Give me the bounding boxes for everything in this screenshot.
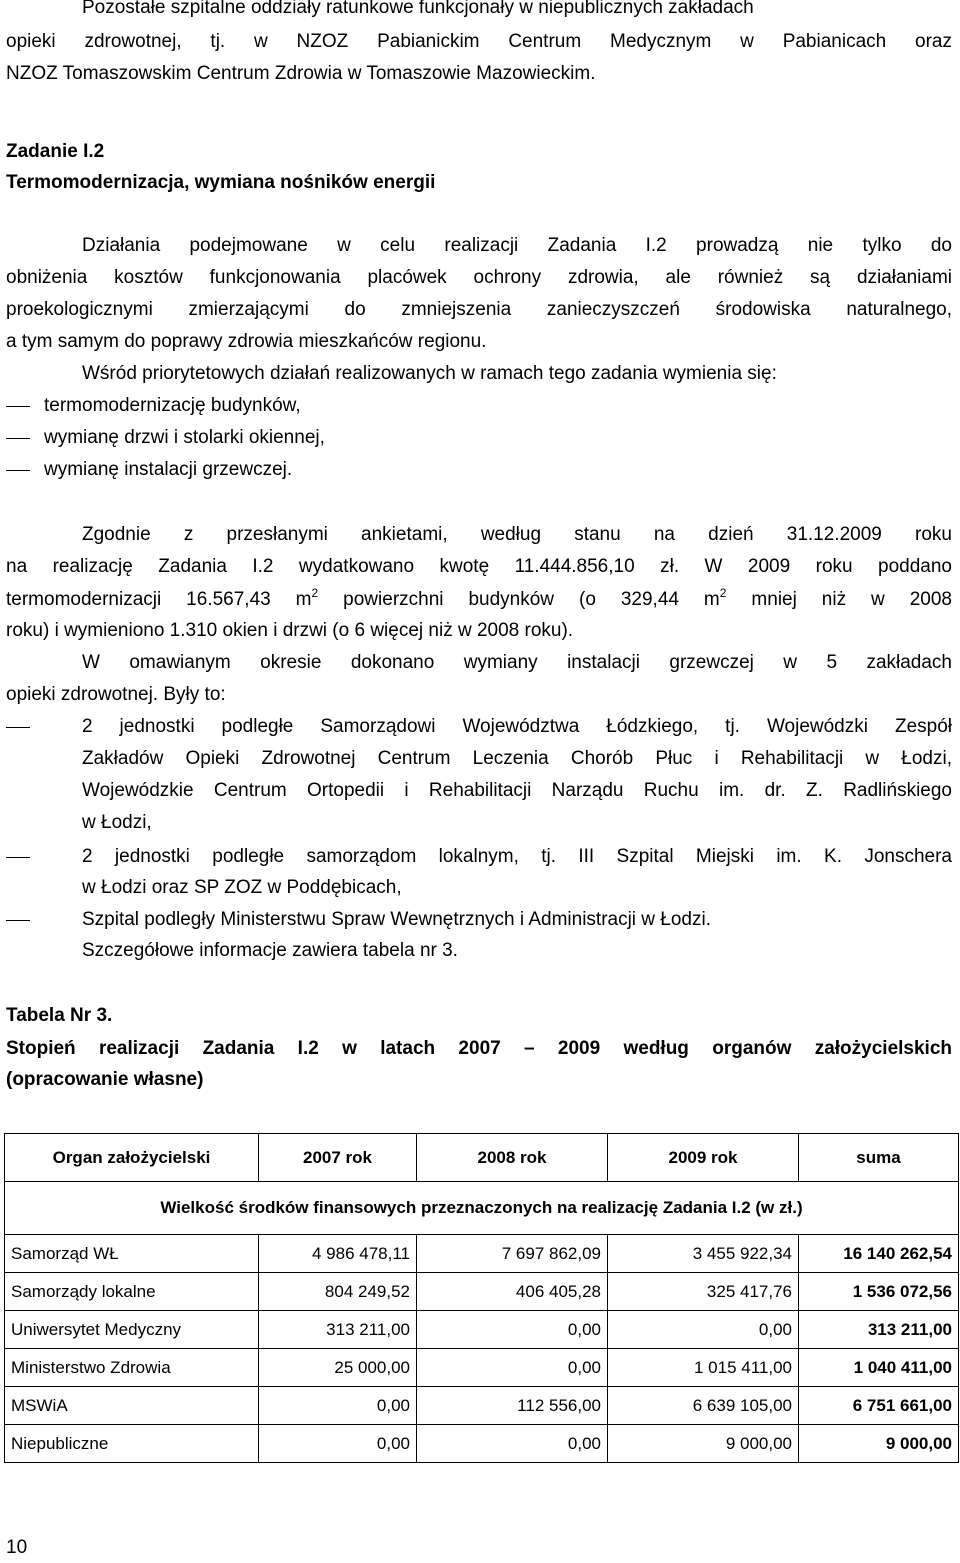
para1-line-4: a tym samym do poprawy zdrowia mieszkańców regionu. — [6, 331, 487, 352]
table-cell: 3 455 922,34 — [608, 1235, 799, 1273]
list-dash — [6, 438, 30, 439]
para3-line-4: roku) i wymieniono 1.310 okien i drzwi (o 6 więcej niż w 2008 roku). — [6, 620, 574, 641]
para4-item2-line-1: 2 jednostki podległe samorządom lokalnym, tj. III Szpital Miejski im. K. Jonschera — [82, 846, 952, 867]
table-cell: 4 986 478,11 — [259, 1235, 417, 1273]
table-subheader-row — [5, 1182, 959, 1235]
table-cell: 0,00 — [417, 1425, 608, 1463]
list-dash — [6, 406, 30, 407]
table-cell: 0,00 — [417, 1311, 608, 1349]
column-header: suma — [799, 1134, 959, 1182]
table-cell: Samorząd WŁ — [5, 1235, 259, 1273]
table-cell: 406 405,28 — [417, 1273, 608, 1311]
table-cell: 804 249,52 — [259, 1273, 417, 1311]
section-heading-title: Termomodernizacja, wymiana nośników energii — [6, 172, 436, 193]
table-row — [5, 1273, 959, 1311]
para1-line-3: proekologicznymi zmierzającymi do zmniejszenia zanieczyszczeń środowiska naturalnego, — [6, 299, 952, 320]
section-heading-task: Zadanie I.2 — [6, 141, 105, 162]
para1-line-1: Działania podejmowane w celu realizacji Zadania I.2 prowadzą nie tylko do — [82, 235, 952, 256]
table-cell-sum: 9 000,00 — [799, 1425, 959, 1463]
para1-line-2: obniżenia kosztów funkcjonowania placówek ochrony zdrowia, ale również są działaniami — [6, 267, 952, 288]
table-cell: 0,00 — [417, 1349, 608, 1387]
table-cell: 313 211,00 — [259, 1311, 417, 1349]
table-cell-sum: 1 040 411,00 — [799, 1349, 959, 1387]
table-caption-label: Tabela Nr 3. — [6, 1005, 113, 1026]
table-row — [5, 1387, 959, 1425]
column-header: 2008 rok — [417, 1134, 608, 1182]
table-cell-sum: 1 536 072,56 — [799, 1273, 959, 1311]
column-header: 2009 rok — [608, 1134, 799, 1182]
table-cell: 1 015 411,00 — [608, 1349, 799, 1387]
para3-line-2: na realizację Zadania I.2 wydatkowano kwotę 11.444.856,10 zł. W 2009 roku poddano — [6, 556, 952, 577]
table-cell-sum: 313 211,00 — [799, 1311, 959, 1349]
para4-line-2: opieki zdrowotnej. Były to: — [6, 684, 226, 705]
superscript-2: 2 — [719, 586, 727, 600]
intro-line-3: NZOZ Tomaszowskim Centrum Zdrowia w Tomaszowie Mazowieckim. — [6, 63, 596, 84]
column-header: 2007 rok — [259, 1134, 417, 1182]
list-dash — [6, 470, 30, 471]
table-subheader: Wielkość środków finansowych przeznaczonych na realizację Zadania I.2 (w zł.) — [5, 1182, 959, 1235]
para4-item1-line-4: w Łodzi, — [82, 812, 152, 833]
list-dash — [6, 857, 30, 858]
table-caption-source: (opracowanie własne) — [6, 1069, 204, 1090]
para4-line-1: W omawianym okresie dokonano wymiany instalacji grzewczej w 5 zakładach — [82, 652, 952, 673]
table-cell: MSWiA — [5, 1387, 259, 1425]
table-cell: 9 000,00 — [608, 1425, 799, 1463]
list-item: wymianę drzwi i stolarki okiennej, — [44, 427, 325, 448]
para3-line-1: Zgodnie z przesłanymi ankietami, według stanu na dzień 31.12.2009 roku — [82, 524, 952, 545]
list-item: termomodernizację budynków, — [44, 395, 301, 416]
intro-line-1: Pozostałe szpitalne oddziały ratunkowe funkcjonały w niepublicznych zakładach — [82, 0, 754, 18]
para4-item1-line-3: Wojewódzkie Centrum Ortopedii i Rehabilitacji Narządu Ruchu im. dr. Z. Radlińskiego — [82, 780, 952, 801]
table-row — [5, 1235, 959, 1273]
para4-item3: Szpital podległy Ministerstwu Spraw Wewnętrznych i Administracji w Łodzi. — [82, 909, 712, 930]
table-cell: Ministerstwo Zdrowia — [5, 1349, 259, 1387]
table-cell: Samorządy lokalne — [5, 1273, 259, 1311]
table-cell: Niepubliczne — [5, 1425, 259, 1463]
para3-line-3a: termomodernizacji 16.567,43 m — [6, 589, 312, 610]
superscript-2: 2 — [311, 586, 319, 600]
funding-table — [4, 1133, 958, 1463]
table-row — [5, 1311, 959, 1349]
table-cell: 0,00 — [259, 1387, 417, 1425]
para3-line-3b: powierzchni budynków (o 329,44 m — [318, 589, 720, 610]
table-header-row — [5, 1134, 959, 1182]
para4-closing: Szczegółowe informacje zawiera tabela nr 3. — [82, 940, 458, 961]
table-caption-title: Stopień realizacji Zadania I.2 w latach 2007 – 2009 według organów założycielskich — [6, 1038, 952, 1059]
table-cell: 0,00 — [259, 1425, 417, 1463]
table-cell: 25 000,00 — [259, 1349, 417, 1387]
table-cell: Uniwersytet Medyczny — [5, 1311, 259, 1349]
para2-intro: Wśród priorytetowych działań realizowanych w ramach tego zadania wymienia się: — [82, 363, 777, 384]
table-cell: 0,00 — [608, 1311, 799, 1349]
list-dash — [6, 727, 30, 728]
table-cell: 6 639 105,00 — [608, 1387, 799, 1425]
table-cell: 7 697 862,09 — [417, 1235, 608, 1273]
table-cell-sum: 6 751 661,00 — [799, 1387, 959, 1425]
list-item: wymianę instalacji grzewczej. — [44, 459, 293, 480]
table-row — [5, 1425, 959, 1463]
para3-line-3 — [6, 584, 952, 615]
table-cell-sum: 16 140 262,54 — [799, 1235, 959, 1273]
intro-line-2: opieki zdrowotnej, tj. w NZOZ Pabianickim Centrum Medycznym w Pabianicach oraz — [6, 31, 952, 52]
para4-item2-line-2: w Łodzi oraz SP ZOZ w Poddębicach, — [82, 877, 402, 898]
para4-item1-line-2: Zakładów Opieki Zdrowotnej Centrum Leczenia Chorób Płuc i Rehabilitacji w Łodzi, — [82, 748, 952, 769]
table-cell: 325 417,76 — [608, 1273, 799, 1311]
column-header: Organ założycielski — [5, 1134, 259, 1182]
table-cell: 112 556,00 — [417, 1387, 608, 1425]
table-row — [5, 1349, 959, 1387]
list-dash — [6, 920, 30, 921]
para4-item1-line-1: 2 jednostki podległe Samorządowi Województwa Łódzkiego, tj. Wojewódzki Zespół — [82, 716, 952, 737]
page-number: 10 — [6, 1537, 28, 1558]
para3-line-3c: mniej niż w 2008 — [726, 589, 953, 610]
